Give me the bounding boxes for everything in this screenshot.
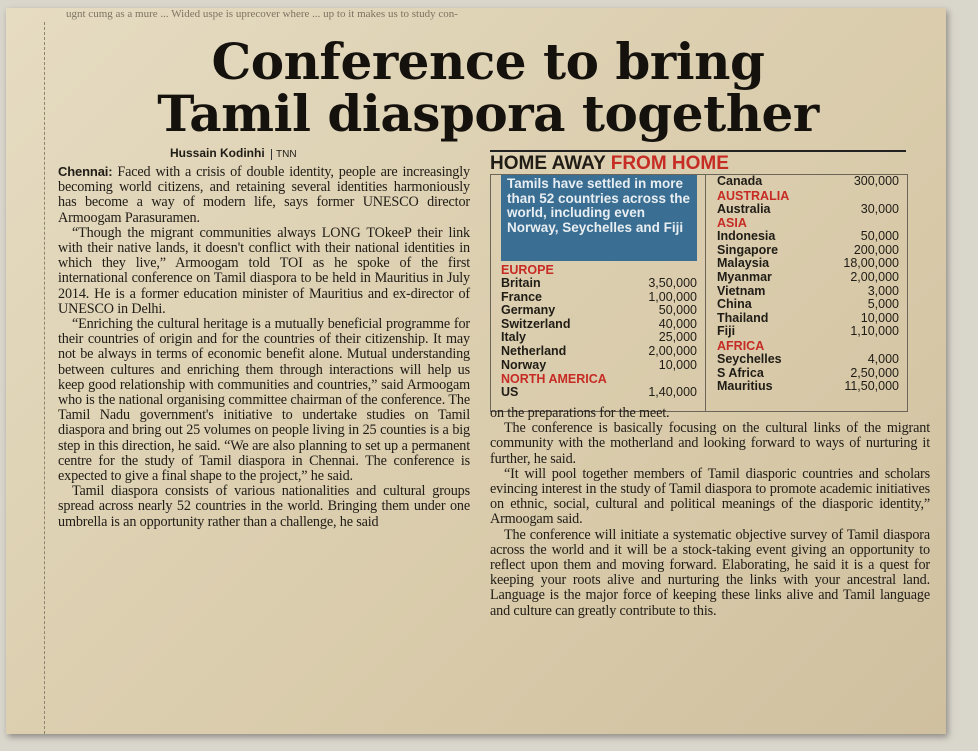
country-name: Netherland <box>501 343 567 358</box>
article-paragraph: “Though the migrant communities always LONG TOkeeP their link with their native lands, it doesn't conflict with their national identities in which they live,” Armoogam told TOI as he spoke of the first international conference on Tamil diaspora to be held in Mauritius in July 2014. He is a former education minister of Mauritius and ex-director of UNESCO in Delhi. <box>58 224 470 317</box>
region-label-north-america: NORTH AMERICA <box>501 372 607 387</box>
region-label-asia: ASIA <box>717 216 747 231</box>
population-value: 1,00,000 <box>648 289 697 304</box>
country-name: Vietnam <box>717 283 766 298</box>
population-value: 25,000 <box>658 330 697 345</box>
population-value: 40,000 <box>658 316 697 331</box>
country-row <box>501 304 697 318</box>
country-row <box>501 386 697 400</box>
infobox-home-away-from-home <box>490 150 906 408</box>
infobox-title: HOME AWAY FROM HOME <box>490 150 906 174</box>
population-value: 50,000 <box>860 229 899 244</box>
headline-line-1: Conference to bring <box>211 32 765 91</box>
article-paragraph: The conference is basically focusing on the cultural links of the migrant community with the motherland and looking forward to ways of nurturing it further, he said. <box>490 420 930 467</box>
country-row <box>717 244 899 258</box>
country-row <box>717 285 899 299</box>
region-label-europe: EUROPE <box>501 263 554 277</box>
country-row <box>501 291 697 305</box>
population-value: 4,000 <box>867 351 899 366</box>
population-value: 1,40,000 <box>648 385 697 400</box>
country-name: Norway <box>501 357 547 372</box>
country-name: Singapore <box>717 242 779 257</box>
article-column-1 <box>58 164 470 530</box>
country-name: Thailand <box>717 310 769 325</box>
region-list-left <box>501 263 697 400</box>
article-paragraph: The conference will initiate a systematic objective survey of Tamil diaspora across the world and it will be a stock-taking event giving an opportunity to reflect upon them and moving forward. Elaborating, he said it is a quest for keeping your roots alive and nurturing the links with your ancestral land. Language is the major force of keeping these links alive and Tamil language and culture can greatly contribute to this. <box>490 526 930 619</box>
infobox-blurb: Tamils have settled in more than 52 countries across the world, including even Norway, Seychelles and Fiji <box>501 175 697 261</box>
country-name: Germany <box>501 303 556 318</box>
country-name: Malaysia <box>717 256 770 271</box>
country-row <box>717 353 899 367</box>
country-name: France <box>501 289 542 304</box>
country-name: US <box>501 385 519 400</box>
population-value: 300,000 <box>853 174 899 188</box>
population-value: 18,00,000 <box>843 256 899 271</box>
population-value: 2,00,000 <box>648 343 697 358</box>
country-name: Mauritius <box>717 379 773 394</box>
country-row <box>717 175 899 189</box>
country-name: China <box>717 297 752 312</box>
country-name: S Africa <box>717 365 764 380</box>
population-value: 200,000 <box>853 242 899 257</box>
article-paragraph: “It will pool together members of Tamil diasporic countries and scholars evincing interest in the study of Tamil diaspora to promote academic initiatives on ethnic, social, cultural and political meanings of the diasporic identity,” Armoogam said. <box>490 465 930 528</box>
population-value: 3,50,000 <box>648 276 697 290</box>
country-row <box>717 230 899 244</box>
region-label-australia: AUSTRALIA <box>717 188 790 203</box>
country-name: Australia <box>717 201 771 216</box>
population-value: 10,000 <box>860 310 899 325</box>
article-paragraph: Tamil diaspora consists of various nationalities and cultural groups spread across nearly 52 countries in the world. Bringing them under one umbrella is an opportunity rather than a challenge, he said <box>58 483 470 530</box>
country-name: Britain <box>501 276 541 290</box>
article-paragraph: Chennai: Faced with a crisis of double identity, people are increasingly becoming world citizens, and retaining several identities harmoniously has become a way of modern life, says former UNESCO director Armoogam Parasuramen. <box>58 164 470 226</box>
article-paragraph: “Enriching the cultural heritage is a mutually beneficial programme for their countries of origin and for the countries of their citizenship. It may not be always in terms of economic benefit alone. Mutual understanding between cultures and enriching them through interactions will help us keep good relationship with communities and countries,” said Armoogam who is the national organising committee chairman of the conference. The Tamil Nadu government's initiative to undertake studies on Tamil diaspora and bring out 25 volumes on people living in 25 counties is a big step in this direction, he said. “We are also planning to set up a permanent centre for the study of Tamil diaspora in Chennai. The conference is expected to give a final shape to the project,” he said. <box>58 316 470 485</box>
country-row <box>717 203 899 217</box>
country-row <box>717 312 899 326</box>
country-name: Switzerland <box>501 316 571 331</box>
country-name: Myanmar <box>717 269 772 284</box>
population-value: 1,10,000 <box>850 324 899 339</box>
country-row <box>717 271 899 285</box>
headline <box>48 32 928 143</box>
population-value: 2,00,000 <box>850 269 899 284</box>
infobox-body <box>490 174 908 412</box>
population-value: 5,000 <box>867 297 899 312</box>
byline-author: Hussain Kodinhi <box>170 146 265 160</box>
column-rule <box>44 22 45 734</box>
country-name: Seychelles <box>717 351 782 366</box>
country-row <box>501 331 697 345</box>
byline-agency: TNN <box>271 149 297 160</box>
population-value: 10,000 <box>658 357 697 372</box>
country-row <box>501 318 697 332</box>
country-row <box>501 359 697 373</box>
dateline: Chennai: <box>58 164 113 179</box>
region-list-right <box>717 175 907 394</box>
population-value: 3,000 <box>867 283 899 298</box>
cut-off-top-text: ugnt cumg as a mure ... Wided uspe is uprecover where ... up to it makes us to study con- <box>66 8 458 20</box>
article-paragraph: on the preparations for the meet. <box>490 405 670 421</box>
country-row <box>717 380 899 394</box>
country-name: Indonesia <box>717 229 776 244</box>
population-value: 50,000 <box>658 303 697 318</box>
country-name: Fiji <box>717 324 736 339</box>
country-name: Canada <box>717 174 763 188</box>
country-row <box>501 277 697 291</box>
population-value: 11,50,000 <box>844 379 899 394</box>
country-row <box>717 367 899 381</box>
country-row <box>717 298 899 312</box>
population-value: 30,000 <box>860 201 899 216</box>
country-row <box>717 257 899 271</box>
region-label-africa: AFRICA <box>717 338 765 353</box>
country-row <box>717 325 899 339</box>
byline <box>170 146 297 160</box>
article-column-2 <box>490 406 930 619</box>
country-row <box>501 345 697 359</box>
headline-line-2: Tamil diaspora together <box>157 84 819 143</box>
country-name: Italy <box>501 330 527 345</box>
population-value: 2,50,000 <box>850 365 899 380</box>
infobox-divider <box>705 175 706 411</box>
